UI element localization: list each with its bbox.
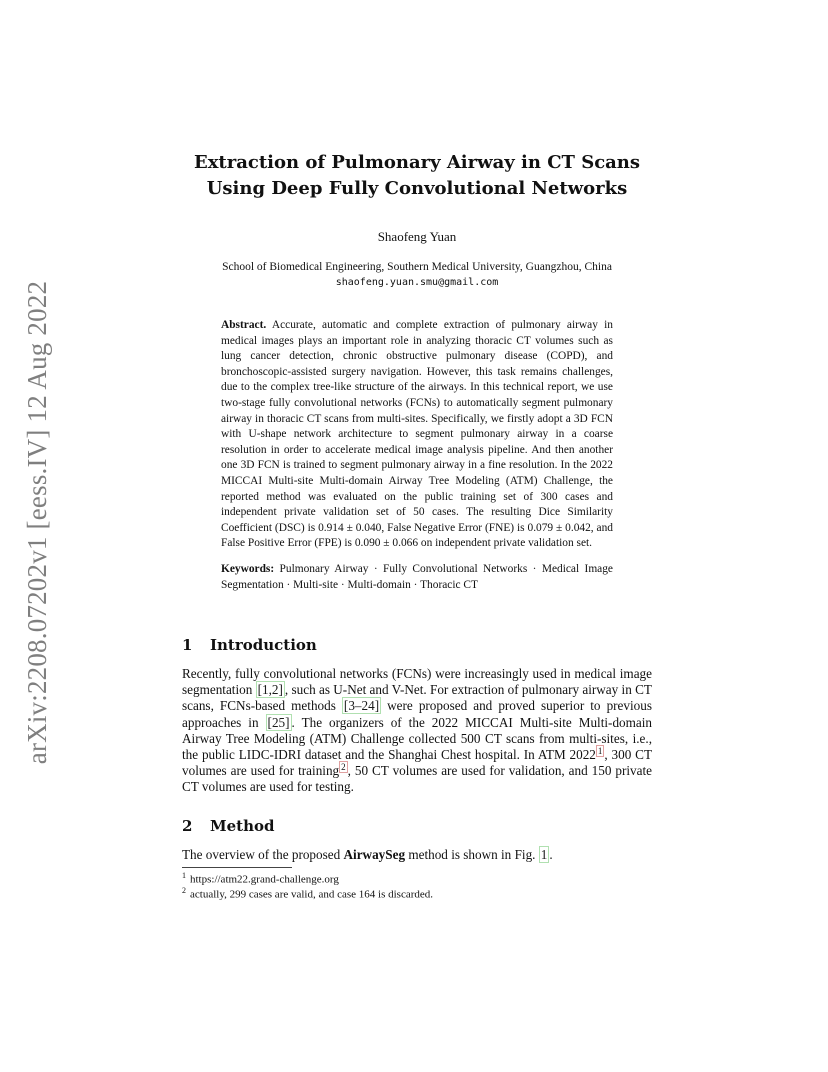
section-2-number: 2 <box>182 817 193 835</box>
author-name: Shaofeng Yuan <box>377 229 457 244</box>
footnote-1-mark: 1 <box>182 871 186 880</box>
footnote-link-2[interactable]: 2 <box>341 761 346 772</box>
footnote-1 <box>182 871 339 886</box>
section-1-heading <box>182 636 317 654</box>
method-name: AirwaySeg <box>343 847 406 862</box>
footnote-divider <box>182 867 292 868</box>
footnote-2-mark: 2 <box>182 886 186 895</box>
footnote-2-text: actually, 299 cases are valid, and case 164 is discarded. <box>190 888 434 901</box>
intro-text-2: , such as U-Net and V-Net. For extraction of pulmonary airway in CT scans, FCNs-based methods <box>182 682 652 714</box>
intro-text-6: , 50 CT volumes are used for validation, and 150 private CT volumes are used for testing. <box>182 763 652 795</box>
method-text-2: method is shown in Fig. <box>405 847 539 862</box>
author-email[interactable]: shaofeng.yuan.smu@gmail.com <box>335 277 499 288</box>
footnote-link-1[interactable]: 1 <box>597 745 603 756</box>
citation-link[interactable]: [25] <box>267 714 290 730</box>
affiliation: School of Biomedical Engineering, Southern Medical University, Guangzhou, China <box>222 261 612 273</box>
title-line-2: Using Deep Fully Convolutional Networks <box>206 178 628 199</box>
abstract-block <box>221 318 613 593</box>
keywords-paragraph <box>221 562 613 593</box>
keywords-text: Pulmonary Airway · Fully Convolutional Networks · Medical Image Segmentation · Multi-site · Multi-domain · Thoracic CT <box>221 562 613 591</box>
section-1-title: Introduction <box>210 636 317 654</box>
citation-link[interactable]: [1,2] <box>257 682 283 698</box>
abstract-label: Abstract. <box>221 319 267 331</box>
footnote-1-text[interactable]: https://atm22.grand-challenge.org <box>190 873 339 886</box>
method-text-3: . <box>549 847 553 862</box>
intro-text-3: were proposed and proved superior to previous approaches in <box>182 698 652 730</box>
title-line-1: Extraction of Pulmonary Airway in CT Scans <box>193 152 641 173</box>
method-text-1: The overview of the proposed <box>182 847 344 862</box>
keywords-label: Keywords: <box>221 562 275 575</box>
intro-text-4: . The organizers of the 2022 MICCAI Multi-site Multi-domain Airway Tree Modeling (ATM) Challenge collected 500 CT scans from multi-sites, i.e., the public LIDC-IDRI dataset and the Shanghai Chest hospital. In ATM 2022 <box>182 714 652 763</box>
abstract-paragraph <box>221 318 613 552</box>
citation-link[interactable]: [3–24] <box>343 698 380 714</box>
section-2-paragraph <box>182 847 652 863</box>
abstract-text: Accurate, automatic and complete extraction of pulmonary airway in medical images plays an important role in analyzing thoracic CT volumes such as lung cancer detection, chronic obstructive pulmonary disease (COPD), and bronchoscopic-assisted surgery navigation. However, this task remains challenges, due to the complex tree-like structure of the airways. In this technical report, we use two-stage fully convolutional networks (FCNs) to automatically segment pulmonary airway in thoracic CT scans from multi-sites. Specifically, we firstly adopt a 3D FCN with U-shape network architecture to segment pulmonary airway in a coarse resolution in order to accelerate medical image analysis pipeline. And then another one 3D FCN is trained to segment pulmonary airway in a fine resolution. In the 2022 MICCAI Multi-site Multi-domain Airway Tree Modeling (ATM) Challenge, the reported method was evaluated on the public training set of 300 cases and independent private validation set of 50 cases. The resulting Dice Similarity Coefficient (DSC) is 0.914 ± 0.040, False Negative Error (FNE) is 0.079 ± 0.042, and False Positive Error (FPE) is 0.090 ± 0.066 on independent private validation set. <box>221 319 613 550</box>
intro-text-1: Recently, fully convolutional networks (FCNs) were increasingly used in medical image segmentation <box>182 666 652 698</box>
arxiv-identifier-stamp <box>14 282 62 762</box>
section-2-title: Method <box>210 817 275 835</box>
arxiv-id-text: arXiv:2208.07202v1 [eess.IV] 12 Aug 2022 <box>22 280 53 764</box>
footnote-2 <box>182 886 433 901</box>
paper-title <box>182 150 652 202</box>
section-1-number: 1 <box>182 636 193 654</box>
affiliation-block <box>182 260 652 290</box>
figure-link[interactable]: 1 <box>540 847 548 862</box>
section-2-heading <box>182 817 274 835</box>
intro-text-5: , 300 CT volumes are used for training <box>182 747 652 779</box>
section-1-paragraph <box>182 666 652 796</box>
